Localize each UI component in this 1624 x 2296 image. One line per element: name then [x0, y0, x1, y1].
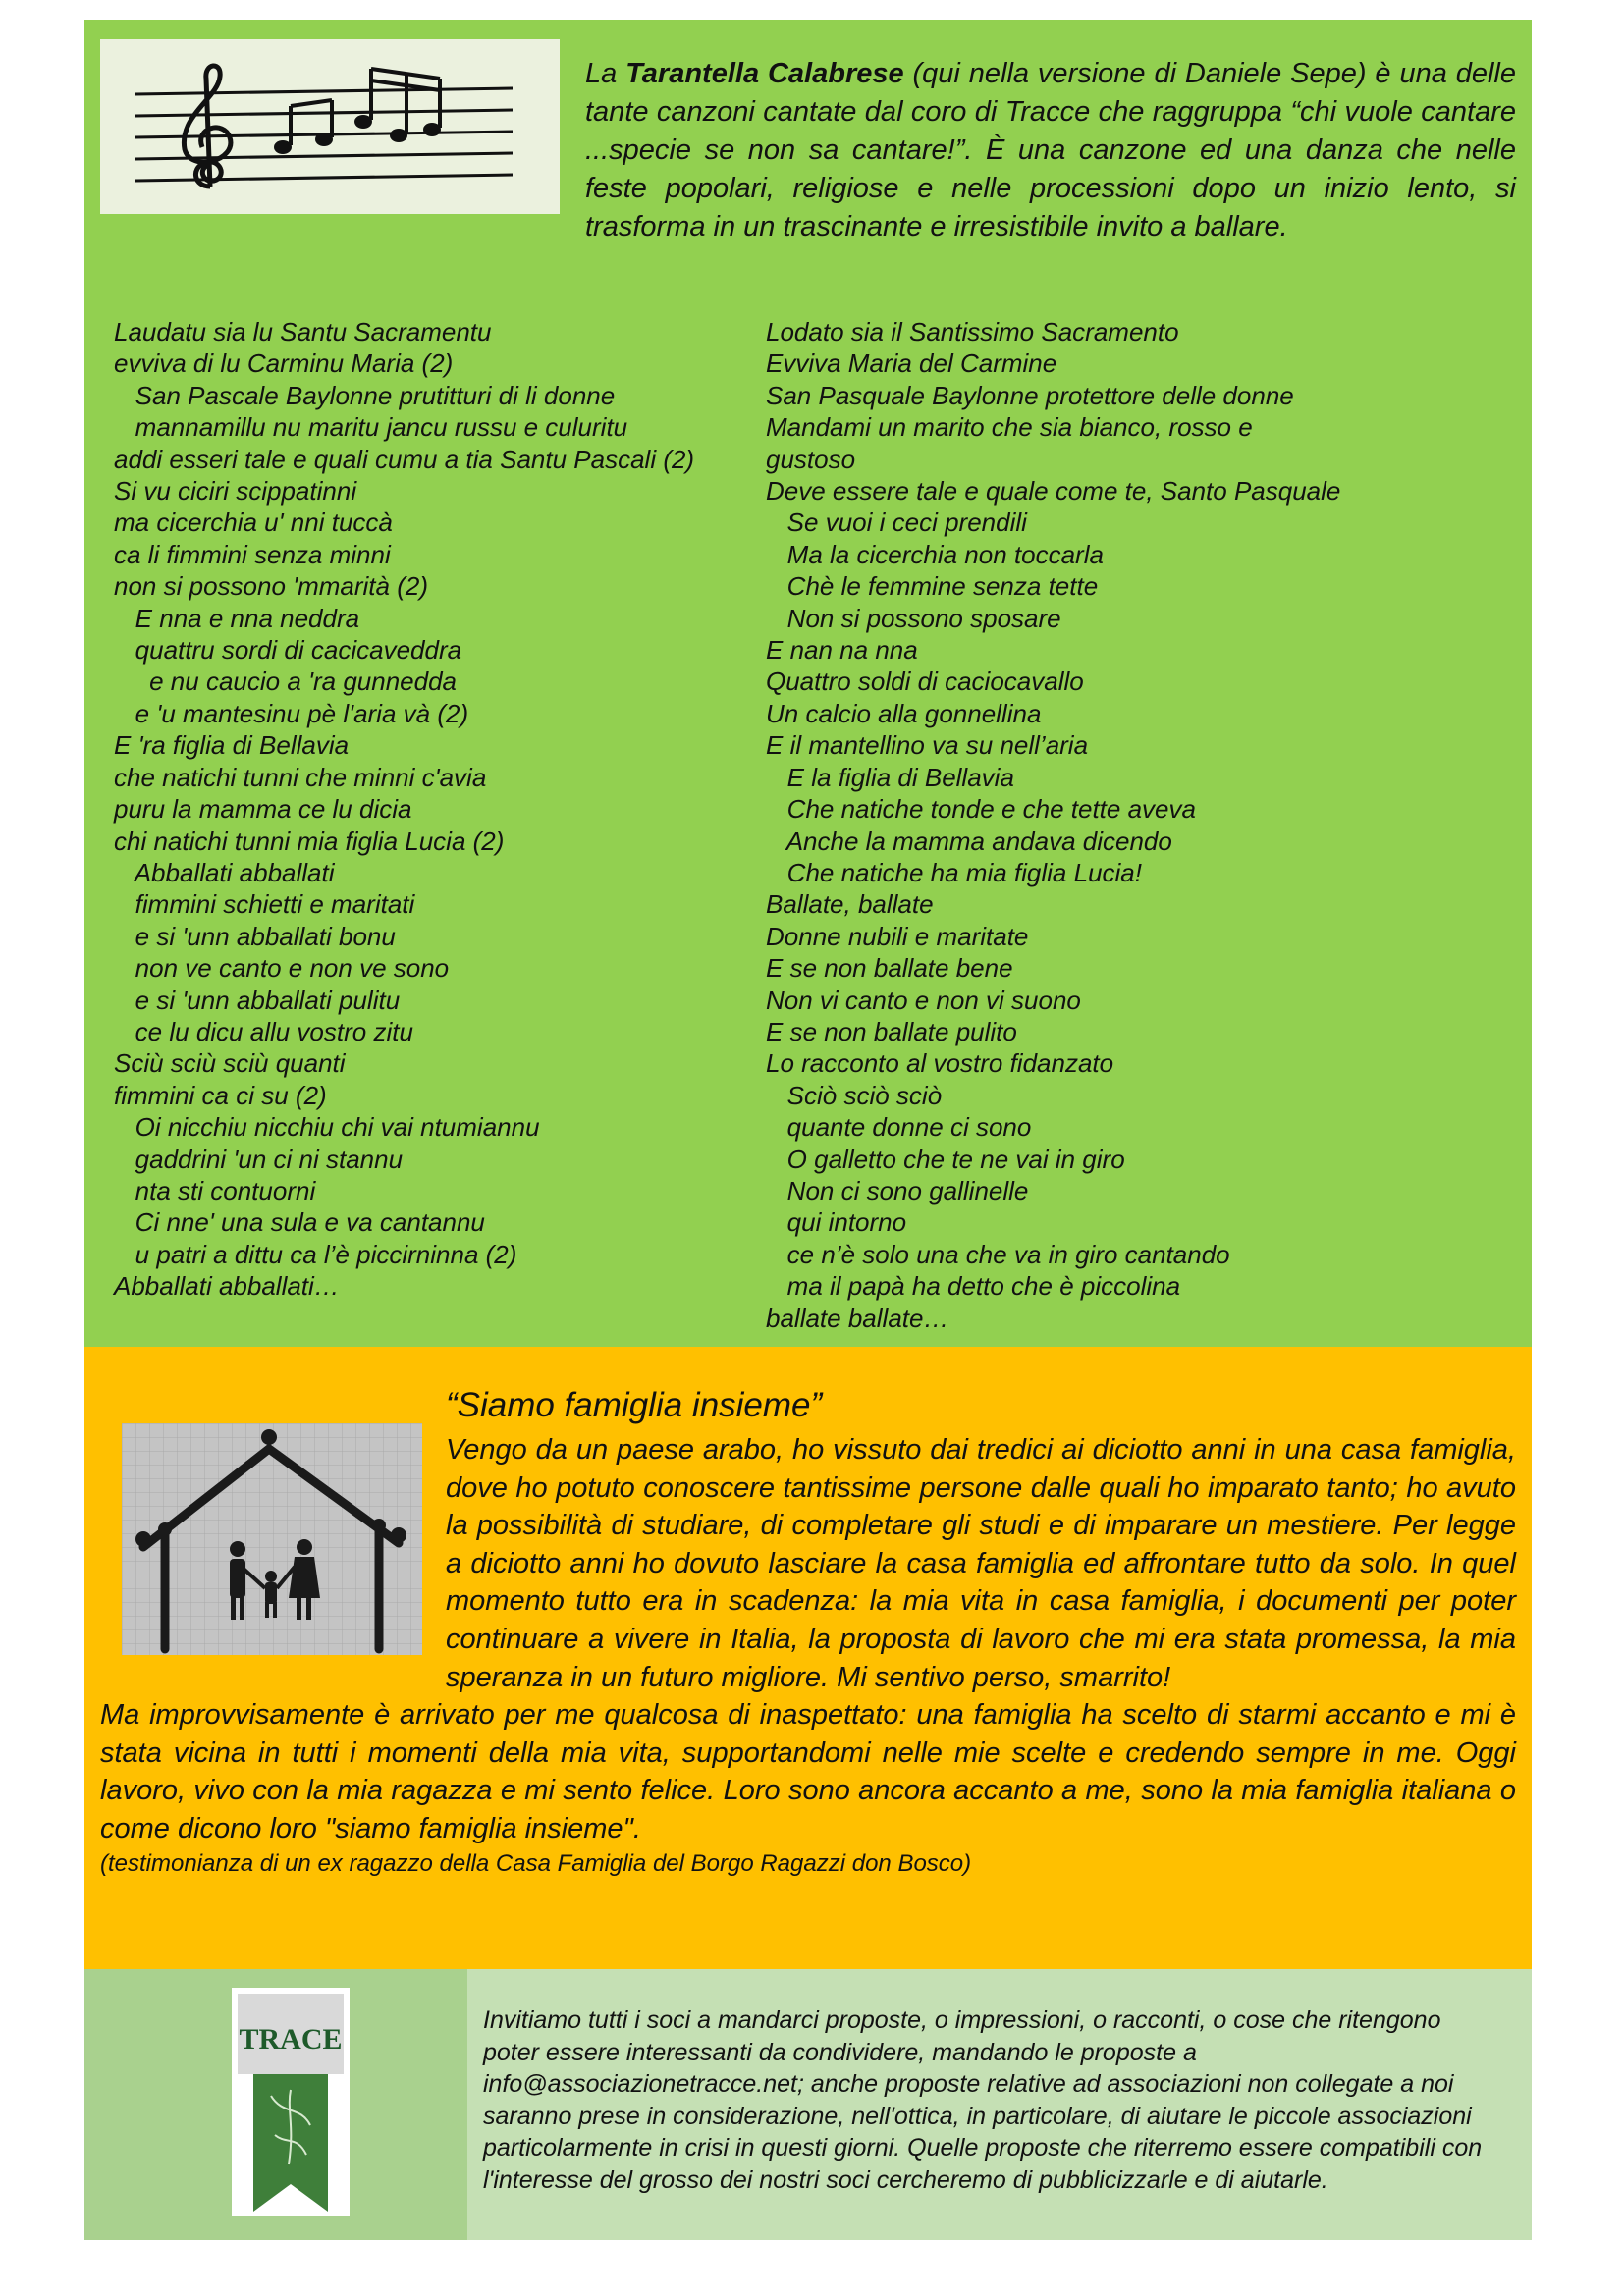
lyric-line: Quattro soldi di caciocavallo [766, 667, 1084, 697]
lyric-line: nta sti contuorni [114, 1175, 316, 1205]
lyric-line: gaddrini 'un ci ni stannu [114, 1144, 404, 1174]
lyric-line: Lodato sia il Santissimo Sacramento [766, 317, 1179, 347]
lyric-line: E nan na nna [766, 635, 918, 666]
lyric-line: non si possono 'mmarità (2) [114, 571, 428, 602]
lyric-line: chi natichi tunni mia figlia Lucia (2) [114, 826, 505, 856]
lyrics-italian-column [766, 316, 1414, 1334]
lyric-line: Ma la cicerchia non toccarla [766, 539, 1104, 569]
lyric-line: San Pascale Baylonne prutitturi di li donne [114, 380, 616, 410]
lyric-line: E il mantellino va su nell’aria [766, 730, 1089, 761]
lyric-line: Abballati abballati… [114, 1271, 340, 1302]
lyric-line: E nna e nna neddra [114, 603, 360, 633]
lyric-line: e si 'unn abballati bonu [114, 921, 396, 951]
lyric-line: Che natiche tonde e che tette aveva [766, 794, 1196, 825]
footer-invitation-text: Invitiamo tutti i soci a mandarci proposte, o impressioni, o racconti, o cose che ritengono poter essere interessanti da condividere, mandando le proposte a info@associazionetracce.net; anche proposte relative ad associazioni non collegate a noi saranno prese in considerazione, nell'ottica, in particolare, di aiutare le piccole associazioni particolarmente in crisi in questi giorni. Quelle proposte che riterremo essere compatibili con l'interesse del grosso dei nostri soci cercheremo di pubblicizzarle e di aiutarle. [483, 2006, 1483, 2194]
lyric-line: ce lu dicu allu vostro zitu [114, 1016, 413, 1046]
lyric-line: E se non ballate bene [766, 953, 1013, 984]
lyric-line: Non si possono sposare [766, 603, 1061, 633]
lyric-line: addi esseri tale e quali cumu a tia Santu Pascali (2) [114, 444, 695, 474]
lyric-line: E se non ballate pulito [766, 1016, 1017, 1046]
story-caption: (testimonianza di un ex ragazzo della Casa Famiglia del Borgo Ragazzi don Bosco) [100, 1849, 972, 1877]
lyric-line: evviva di lu Carminu Maria (2) [114, 348, 454, 379]
lyric-line: ca li fimmini senza minni [114, 539, 391, 569]
lyric-line: Se vuoi i ceci prendili [766, 507, 1027, 538]
lyric-line: ce n’è solo una che va in giro cantando [766, 1239, 1230, 1269]
lyric-line: Ballate, ballate [766, 889, 934, 920]
testimony-section [84, 1347, 1532, 1969]
lyric-line: qui intorno [766, 1207, 907, 1238]
lyric-line: Evviva Maria del Carmine [766, 348, 1057, 379]
lyric-line: Chè le femmine senza tette [766, 571, 1099, 602]
tracce-logo [232, 1988, 350, 2216]
lyric-line: Sciù sciù sciù quanti [114, 1048, 346, 1079]
lyric-line: Mandami un marito che sia bianco, rosso e gustoso [766, 412, 1253, 474]
lyric-line: O galletto che te ne vai in giro [766, 1144, 1125, 1174]
lyric-line: ballate ballate… [766, 1303, 949, 1333]
lyric-line: e nu caucio a 'ra gunnedda [114, 667, 457, 697]
lyric-line: Sciò sciò sciò [766, 1080, 943, 1110]
lyric-line: Si vu ciciri scippatinni [114, 476, 357, 507]
lyric-line: che natichi tunni che minni c'avia [114, 762, 487, 792]
lyric-line: Ci nne' una sula e va cantannu [114, 1207, 485, 1238]
svg-text:TRACE: TRACE [239, 2023, 343, 2056]
lyric-line: E 'ra figlia di Bellavia [114, 730, 350, 761]
lyric-line: Oi nicchiu nicchiu chi vai ntumiannu [114, 1112, 540, 1143]
lyric-line: quante donne ci sono [766, 1112, 1032, 1143]
intro-text: (qui nella versione di Daniele Sepe) è una delle tante canzoni cantate dal coro di Tracce che raggruppa “chi vuole cantare ...specie se non sa cantare!”. È una canzone ed una danza che nelle feste popolari, religiose e nelle processioni dopo un inizio lento, si trasforma in un trascinante e irresistibile invito a ballare. [585, 58, 1516, 242]
lyric-line: quattru sordi di cacicaveddra [114, 635, 462, 666]
lyric-line: Lo racconto al vostro fidanzato [766, 1048, 1114, 1079]
lyric-line: fimmini schietti e maritati [114, 889, 415, 920]
lyric-line: puru la mamma ce lu dicia [114, 794, 412, 825]
lyric-line: ma cicerchia u' nni tuccà [114, 507, 393, 538]
lyric-line: E la figlia di Bellavia [766, 762, 1014, 792]
story-paragraph: Vengo da un paese arabo, ho vissuto dai tredici ai diciotto anni in una casa famiglia, dove ho potuto conoscere tantissime persone dalle quali ho imparato tanto; ho avuto la possibilità di studiare, di completare gli studi e di imparare un mestiere. Per legge a diciotto anni ho dovuto lasciare la casa famiglia ed affrontare tutto da solo. In quel momento tutto era in scadenza: la mia vita in casa famiglia, i documenti per poter continuare a vivere in Italia, la proposta di lavoro che mi era stata promessa, la mia speranza in un futuro migliore. Mi sentivo perso, smarrito! [446, 1434, 1516, 1693]
lyric-line: Donne nubili e maritate [766, 921, 1029, 951]
story-paragraph: Ma improvvisamente è arrivato per me qualcosa di inaspettato: una famiglia ha scelto di starmi accanto e mi è stata vicina in tutti i momenti della mia vita, supportandomi nelle mie scelte e credendo sempre in me. Oggi lavoro, vivo con la mia ragazza e mi sento felice. Loro sono ancora accanto a me, sono la mia famiglia italiana o come dicono loro "siamo famiglia insieme". [100, 1699, 1516, 1844]
lyric-line: u patri a dittu ca l’è piccirninna (2) [114, 1239, 517, 1269]
lyric-line: e 'u mantesinu pè l'aria và (2) [114, 698, 469, 728]
lyric-line: mannamillu nu maritu jancu russu e culuritu [114, 412, 628, 443]
song-title: Tarantella Calabrese [625, 58, 904, 89]
story-title: “Siamo famiglia insieme” [446, 1386, 823, 1424]
lyric-line: Che natiche ha mia figlia Lucia! [766, 857, 1142, 887]
lyric-line: Non vi canto e non vi suono [766, 985, 1081, 1015]
lyric-line: ma il papà ha detto che è piccolina [766, 1271, 1181, 1302]
intro-paragraph [100, 55, 1516, 246]
lyric-line: Un calcio alla gonnellina [766, 698, 1042, 728]
story-body [100, 1431, 1516, 1880]
intro-prefix: La [585, 58, 626, 89]
lyric-line: Deve essere tale e quale come te, Santo Pasquale [766, 476, 1341, 507]
tarantella-section [84, 20, 1532, 1347]
lyric-line: Abballati abballati [114, 857, 335, 887]
tracce-logo-icon [232, 1988, 350, 2216]
lyric-line: non ve canto e non ve sono [114, 953, 450, 984]
lyric-line: fimmini ca ci su (2) [114, 1080, 327, 1110]
lyric-line: Anche la mamma andava dicendo [766, 826, 1172, 856]
lyric-line: San Pasquale Baylonne protettore delle donne [766, 380, 1294, 410]
lyric-line: Non ci sono gallinelle [766, 1175, 1029, 1205]
lyric-line: e si 'unn abballati pulitu [114, 985, 401, 1015]
lyric-line: Laudatu sia lu Santu Sacramentu [114, 317, 492, 347]
lyrics-dialect-column [114, 316, 723, 1303]
